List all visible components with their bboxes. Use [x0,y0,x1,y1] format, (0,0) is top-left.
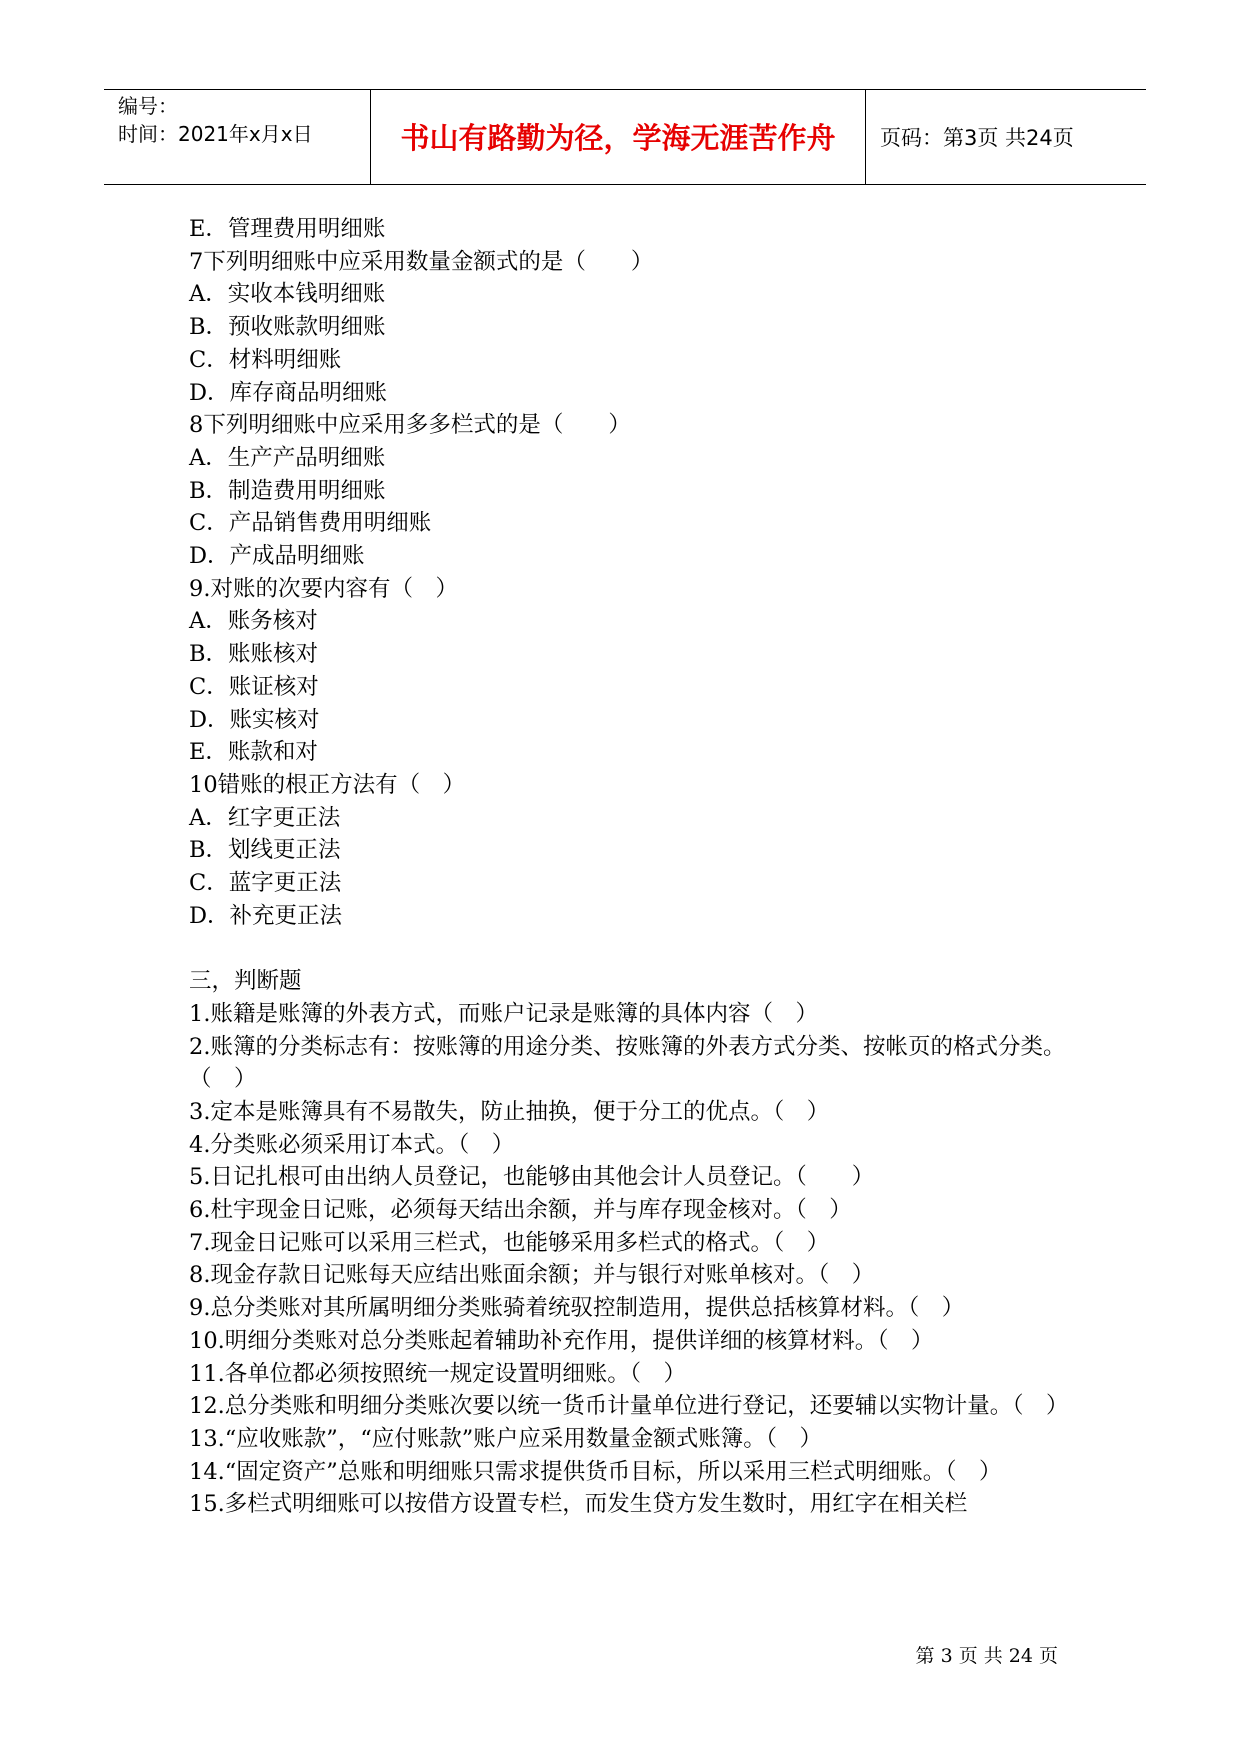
judgement-item: 9.总分类账对其所属明细分类账骑着统驭控制造用，提供总括核算材料。（ ） [189,1295,965,1322]
judgement-item: 12.总分类账和明细分类账次要以统一货币计量单位进行登记，还要辅以实物计量。（ ） [189,1393,1069,1420]
option-line: E．管理费用明细账 [189,216,386,242]
judgement-item: 11.各单位都必须按照统一规定设置明细账。（ ） [189,1360,687,1387]
judgement-item: 6.杜宇现金日记账，必须每天结出余额，并与库存现金核对。（ ） [189,1197,852,1224]
question-line: 10错账的根正方法有（ ） [189,771,466,798]
judgement-item: 2.账簿的分类标志有：按账簿的用途分类、按账簿的外表方式分类、按帐页的格式分类。（ ） [189,1033,1066,1093]
option-line: A．实收本钱明细账 [189,281,386,308]
option-line: D．补充更正法 [189,902,343,929]
judgement-item: 10.明细分类账对总分类账起着辅助补充作用，提供详细的核算材料。（ ） [189,1327,934,1354]
question-line: 7下列明细账中应采用数量金额式的是（ ） [189,248,654,275]
option-line: B．预收账款明细账 [189,314,386,341]
option-line: D．产成品明细账 [189,543,365,570]
page-header [104,89,1146,185]
option-line: C．账证核对 [189,673,319,700]
option-line: C．产品销售费用明细账 [189,510,432,537]
motto: 书山有路勤为径，学海无涯苦作舟 [400,121,836,155]
option-line: C．材料明细账 [189,346,342,373]
header-left-cell [104,90,371,184]
option-line: B．划线更正法 [189,837,341,864]
judgement-item: 13.“应收账款”，“应付账款”账户应采用数量金额式账簿。（ ） [189,1426,823,1452]
judgement-item: 4.分类账必须采用订本式。（ ） [189,1131,515,1158]
option-line: D．库存商品明细账 [189,379,388,406]
option-line: A．红字更正法 [189,804,341,831]
option-line: A．账务核对 [189,608,318,635]
option-line: B．制造费用明细账 [189,477,386,504]
page-footer: 第 3 页 共 24 页 [915,1645,1058,1667]
option-line: B．账账核对 [189,641,319,668]
option-line: A．生产产品明细账 [189,444,386,471]
option-line: E．账款和对 [189,739,318,766]
header-center-cell [371,90,866,184]
question-line: 9.对账的次要内容有（ ） [189,575,458,602]
judgement-item: 8.现金存款日记账每天应结出账面余额；并与银行对账单核对。（ ） [189,1262,875,1289]
judgement-item: 7.现金日记账可以采用三栏式，也能够采用多栏式的格式。（ ） [189,1229,830,1256]
section-title: 三，判断题 [189,968,302,995]
judgement-item: 5.日记扎根可由出纳人员登记，也能够由其他会计人员登记。（ ） [189,1164,875,1191]
page-info: 页码：第3页 共24页 [880,126,1074,150]
document-body [189,213,1069,1521]
judgement-item: 3.定本是账簿具有不易散失，防止抽换，便于分工的优点。（ ） [189,1098,830,1125]
judgement-item: 1.账籍是账簿的外表方式，而账户记录是账簿的具体内容（ ） [189,1000,818,1027]
header-right-cell [866,90,1146,184]
option-line: D．账实核对 [189,706,320,733]
blank-line [189,932,1069,965]
judgement-item: 14.“固定资产”总账和明细账只需求提供货币目标，所以采用三栏式明细账。（ ） [189,1458,1002,1485]
option-line: C．蓝字更正法 [189,870,342,897]
time-label: 时间：2021年x月x日 [118,122,313,146]
judgement-item: 15.多栏式明细账可以按借方设置专栏，而发生贷方发生数时，用红字在相关栏 [189,1491,968,1518]
number-label: 编号： [118,94,178,118]
question-line: 8下列明细账中应采用多多栏式的是（ ） [189,412,631,439]
